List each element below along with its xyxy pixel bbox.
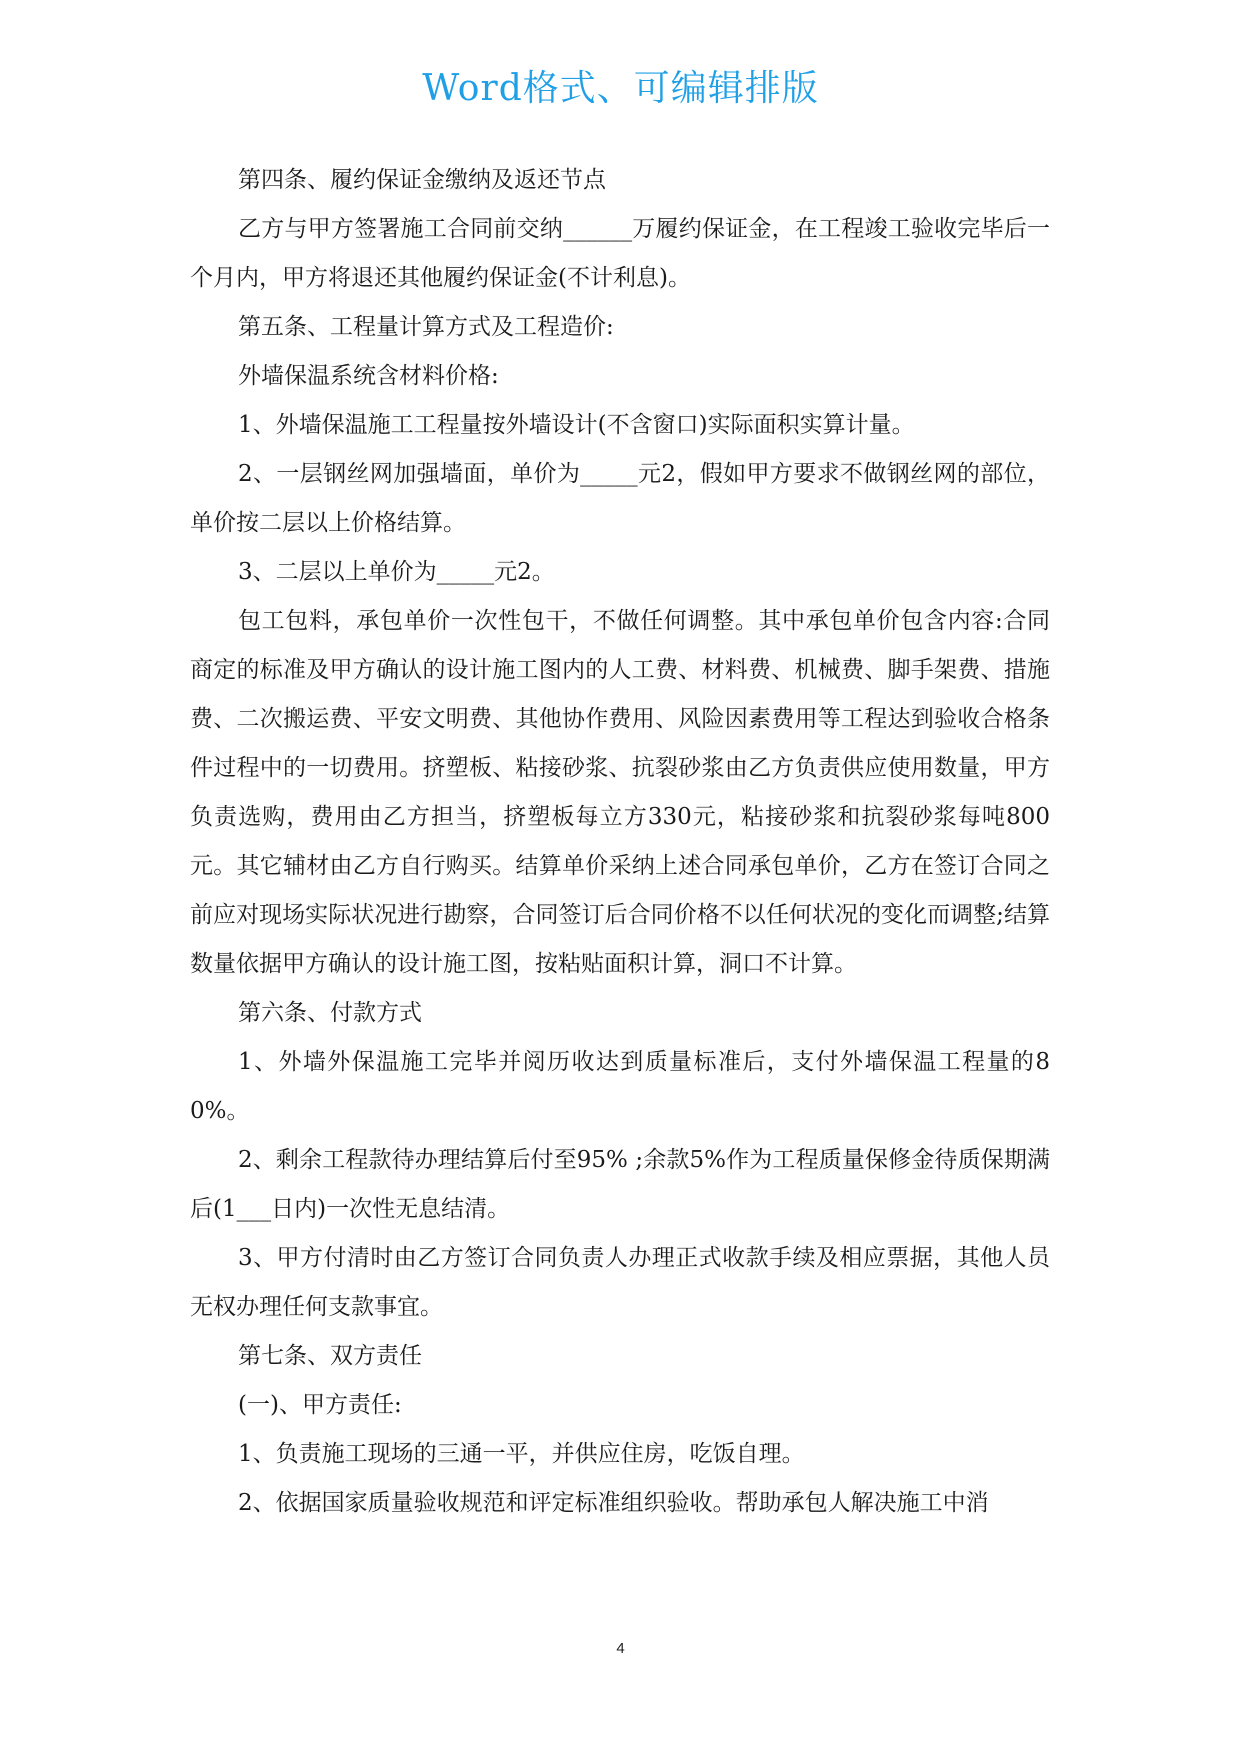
paragraph-article-4-heading: 第四条、履约保证金缴纳及返还节点: [238, 167, 606, 193]
paragraph-article-5-heading: 第五条、工程量计算方式及工程造价:: [238, 314, 614, 340]
paragraph-item-3: 3、二层以上单价为_____元2。: [238, 559, 555, 585]
paragraph-payment-2: 2、剩余工程款待办理结算后付至95% ;余款5%作为工程质量保修金待质保期满后(1___日内)一次性无息结清。: [190, 1147, 1050, 1222]
page-number: 4: [616, 1640, 625, 1657]
paragraph-party-a-heading: (一)、甲方责任:: [238, 1392, 402, 1418]
paragraph-item-1: 1、外墙保温施工工程量按外墙设计(不含窗口)实际面积实算计量。: [238, 412, 915, 438]
paragraph-party-a-duty-2: 2、依据国家质量验收规范和评定标准组织验收。帮助承包人解决施工中消: [238, 1490, 989, 1516]
document-body: [190, 156, 1050, 1528]
paragraph-payment-1: 1、外墙外保温施工完毕并阅历收达到质量标准后，支付外墙保温工程量的80%。: [190, 1049, 1050, 1124]
paragraph-article-6-heading: 第六条、付款方式: [238, 1000, 422, 1026]
paragraph-item-2: 2、一层钢丝网加强墙面，单价为_____元2，假如甲方要求不做钢丝网的部位，单价按二层以上价格结算。: [190, 461, 1050, 536]
paragraph-material-price-heading: 外墙保温系统含材料价格:: [238, 363, 499, 389]
paragraph-payment-3: 3、甲方付清时由乙方签订合同负责人办理正式收款手续及相应票据，其他人员无权办理任何支款事宜。: [190, 1245, 1050, 1320]
page-header-title: Word格式、可编辑排版: [422, 68, 819, 109]
paragraph-article-7-heading: 第七条、双方责任: [238, 1343, 422, 1369]
paragraph-deposit-terms: 乙方与甲方签署施工合同前交纳______万履约保证金，在工程竣工验收完毕后一个月内，甲方将退还其他履约保证金(不计利息)。: [190, 216, 1050, 291]
paragraph-lump-sum-terms: 包工包料，承包单价一次性包干，不做任何调整。其中承包单价包含内容:合同商定的标准及甲方确认的设计施工图内的人工费、材料费、机械费、脚手架费、措施费、二次搬运费、平安文明费、其他协作费用、风险因素费用等工程达到验收合格条件过程中的一切费用。挤塑板、粘接砂浆、抗裂砂浆由乙方负责供应使用数量，甲方负责选购，费用由乙方担当，挤塑板每立方330元，粘接砂浆和抗裂砂浆每吨800元。其它辅材由乙方自行购买。结算单价采纳上述合同承包单价，乙方在签订合同之前应对现场实际状况进行勘察，合同签订后合同价格不以任何状况的变化而调整;结算数量依据甲方确认的设计施工图，按粘贴面积计算，洞口不计算。: [190, 608, 1050, 977]
paragraph-party-a-duty-1: 1、负责施工现场的三通一平，并供应住房，吃饭自理。: [238, 1441, 805, 1467]
